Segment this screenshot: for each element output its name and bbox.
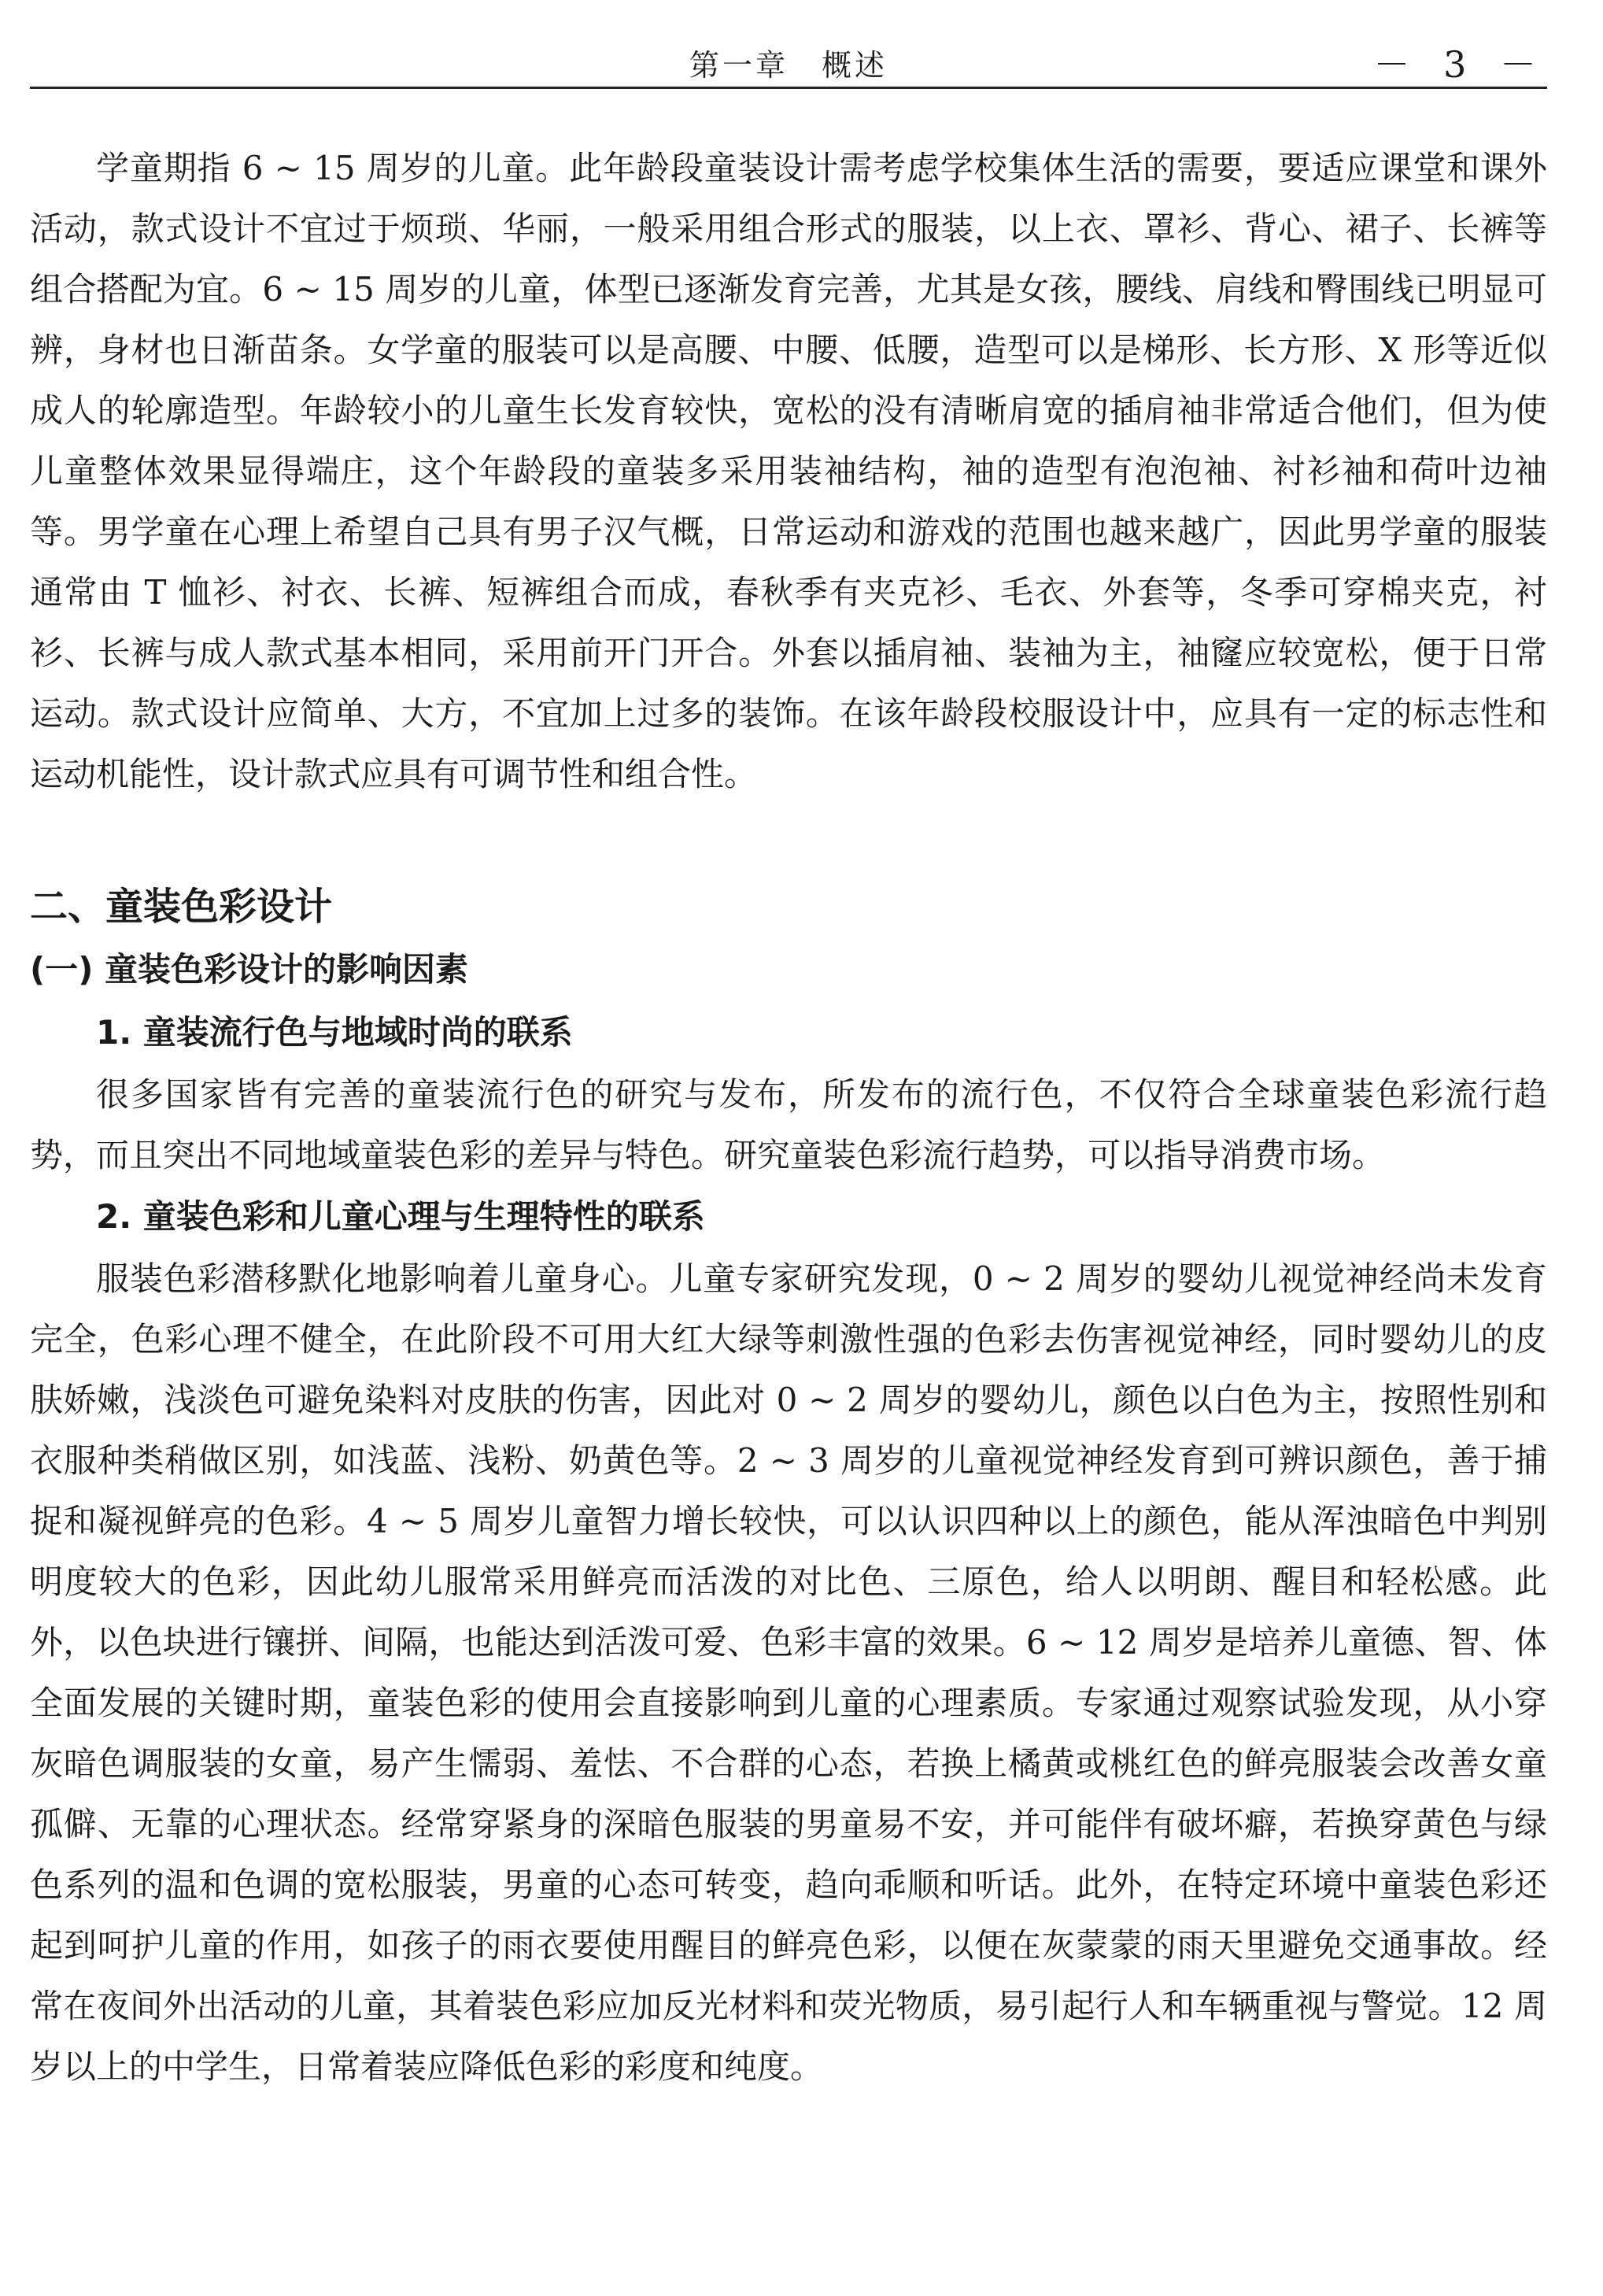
item-1-title: 1. 童装流行色与地域时尚的联系 [96, 1013, 573, 1052]
book-page [30, 0, 1547, 2296]
running-header [30, 0, 1547, 89]
item-1-paragraph: 很多国家皆有完善的童装流行色的研究与发布，所发布的流行色，不仅符合全球童装色彩流行趋势，而且突出不同地域童装色彩的差异与特色。研究童装色彩流行趋势，可以指导消费市场。 [30, 1075, 1547, 1174]
item-2-paragraph: 服装色彩潜移默化地影响着儿童身心。儿童专家研究发现，0 ~ 2 周岁的婴幼儿视觉神经尚未发育完全，色彩心理不健全，在此阶段不可用大红大绿等刺激性强的色彩去伤害视觉神经，同时婴幼儿的皮肤娇嫩，浅淡色可避免染料对皮肤的伤害，因此对 0 ~ 2 周岁的婴幼儿，颜色以白色为主，按照性别和衣服种类稍做区别，如浅蓝、浅粉、奶黄色等。2 ~ 3 周岁的儿童视觉神经发育到可辨识颜色，善于捕捉和凝视鲜亮的色彩。4 ~ 5 周岁儿童智力增长较快，可以认识四种以上的颜色，能从浑浊暗色中判别明度较大的色彩，因此幼儿服常采用鲜亮而活泼的对比色、三原色，给人以明朗、醒目和轻松感。此外，以色块进行镶拼、间隔，也能达到活泼可爱、色彩丰富的效果。6 ~ 12 周岁是培养儿童德、智、体全面发展的关键时期，童装色彩的使用会直接影响到儿童的心理素质。专家通过观察试验发现，从小穿灰暗色调服装的女童，易产生懦弱、羞怯、不合群的心态，若换上橘黄或桃红色的鲜亮服装会改善女童孤僻、无靠的心理状态。经常穿紧身的深暗色服装的男童易不安，并可能伴有破坏癖，若换穿黄色与绿色系列的温和色调的宽松服装，男童的心态可转变，趋向乖顺和听话。此外，在特定环境中童装色彩还起到呵护儿童的作用，如孩子的雨衣要使用醒目的鲜亮色彩，以便在灰蒙蒙的雨天里避免交通事故。经常在夜间外出活动的儿童，其着装色彩应加反光材料和荧光物质，易引起行人和车辆重视与警觉。12 周岁以上的中学生，日常着装应降低色彩的彩度和纯度。 [30, 1259, 1547, 2086]
subsection-title: (一) 童装色彩设计的影响因素 [30, 950, 469, 989]
chapter-title: 第一章 概述 [689, 48, 888, 83]
page-number: － 3 － [1373, 43, 1547, 86]
item-2-title: 2. 童装色彩和儿童心理与生理特性的联系 [96, 1197, 705, 1236]
page-content [30, 138, 1547, 2097]
section-title: 二、童装色彩设计 [30, 885, 333, 929]
paragraph-school-age: 学童期指 6 ~ 15 周岁的儿童。此年龄段童装设计需考虑学校集体生活的需要，要适应课堂和课外活动，款式设计不宜过于烦琐、华丽，一般采用组合形式的服装，以上衣、罩衫、背心、裙子、长裤等组合搭配为宜。6 ~ 15 周岁的儿童，体型已逐渐发育完善，尤其是女孩，腰线、肩线和臀围线已明显可辨，身材也日渐苗条。女学童的服装可以是高腰、中腰、低腰，造型可以是梯形、长方形、X 形等近似成人的轮廓造型。年龄较小的儿童生长发育较快，宽松的没有清晰肩宽的插肩袖非常适合他们，但为使儿童整体效果显得端庄，这个年龄段的童装多采用装袖结构，袖的造型有泡泡袖、衬衫袖和荷叶边袖等。男学童在心理上希望自己具有男子汉气概，日常运动和游戏的范围也越来越广，因此男学童的服装通常由 T 恤衫、衬衣、长裤、短裤组合而成，春秋季有夹克衫、毛衣、外套等，冬季可穿棉夹克，衬衫、长裤与成人款式基本相同，采用前开门开合。外套以插肩袖、装袖为主，袖窿应较宽松，便于日常运动。款式设计应简单、大方，不宜加上过多的装饰。在该年龄段校服设计中，应具有一定的标志性和运动机能性，设计款式应具有可调节性和组合性。 [30, 149, 1547, 793]
